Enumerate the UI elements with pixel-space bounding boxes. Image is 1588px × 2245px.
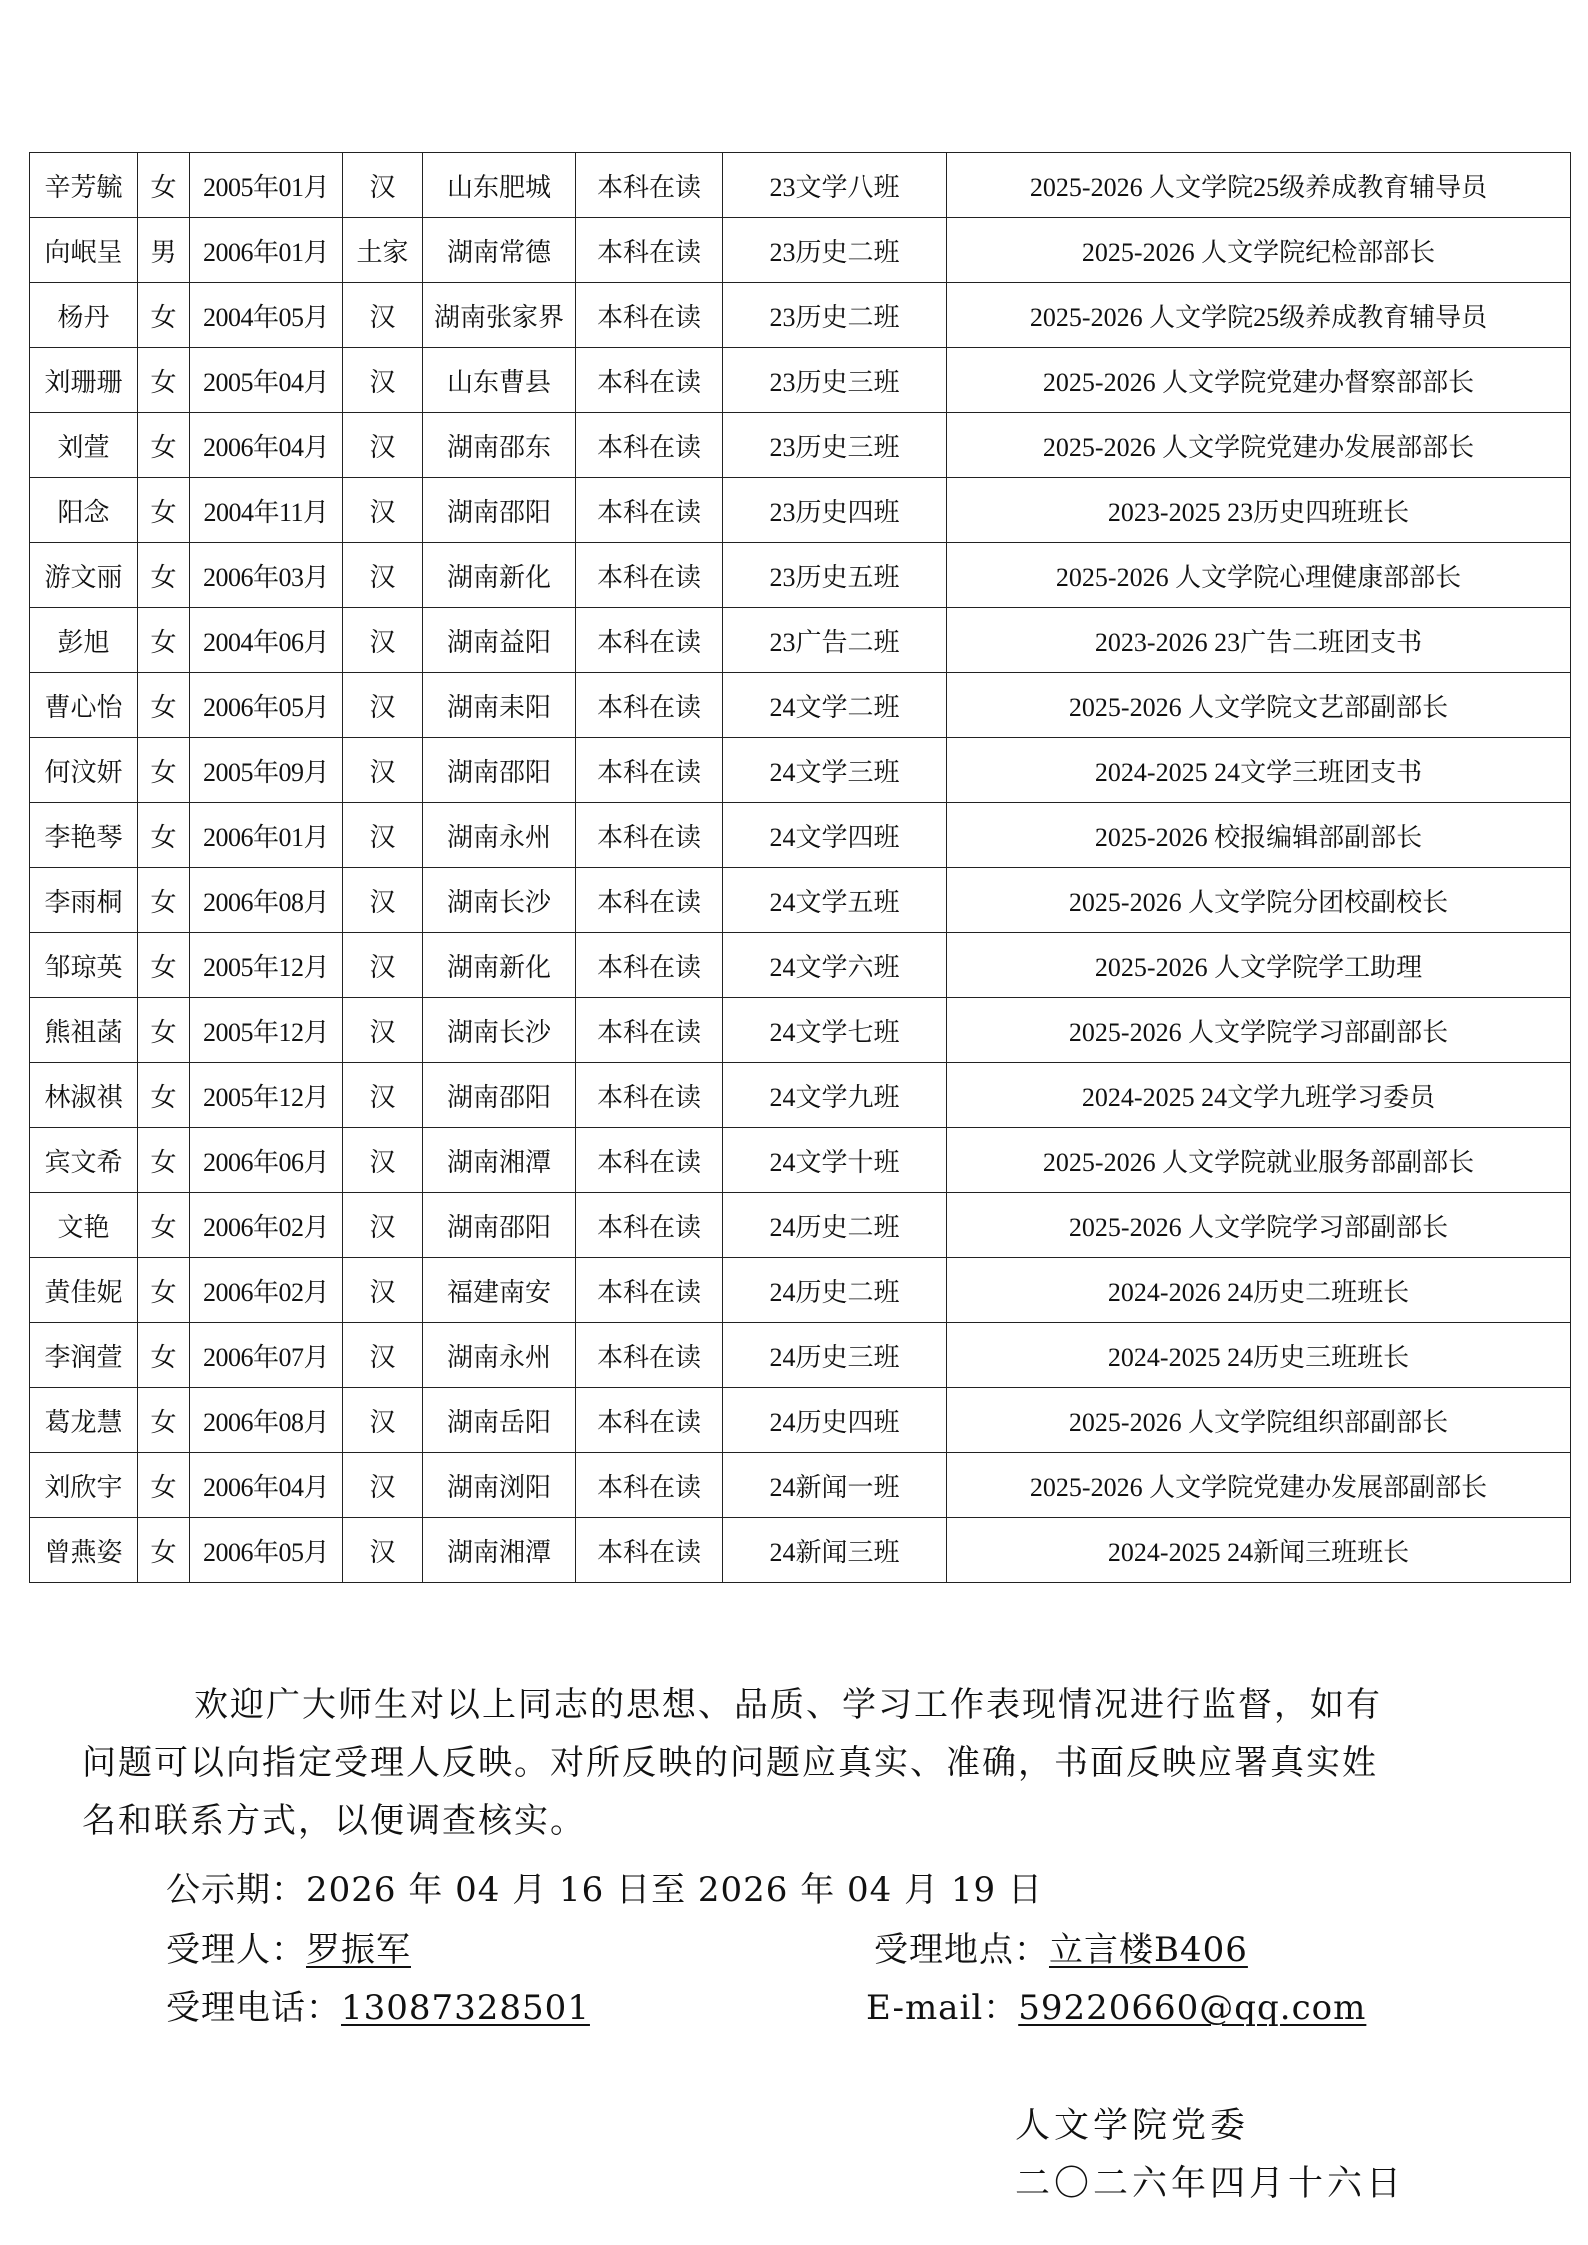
education-cell: 本科在读 — [576, 673, 723, 738]
gender-cell: 女 — [138, 933, 190, 998]
ethnicity-cell: 汉 — [343, 413, 423, 478]
ethnicity-cell: 汉 — [343, 283, 423, 348]
table-row — [30, 1453, 1571, 1518]
birth-date-cell: 2006年03月 — [190, 543, 343, 608]
contact-person — [166, 1922, 411, 1971]
origin-cell: 湖南新化 — [423, 543, 576, 608]
birth-date-cell: 2006年01月 — [190, 218, 343, 283]
birth-date-cell: 2004年11月 — [190, 478, 343, 543]
origin-cell: 湖南邵阳 — [423, 1063, 576, 1128]
name-cell: 曾燕姿 — [30, 1518, 138, 1583]
ethnicity-cell: 汉 — [343, 1388, 423, 1453]
class-cell: 23历史三班 — [723, 413, 947, 478]
class-cell: 23广告二班 — [723, 608, 947, 673]
gender-cell: 女 — [138, 998, 190, 1063]
phone-label: 受理电话： — [166, 1988, 341, 2028]
class-cell: 23历史四班 — [723, 478, 947, 543]
education-cell: 本科在读 — [576, 283, 723, 348]
gender-cell: 女 — [138, 478, 190, 543]
class-cell: 24文学二班 — [723, 673, 947, 738]
name-cell: 熊祖菡 — [30, 998, 138, 1063]
name-cell: 曹心怡 — [30, 673, 138, 738]
signature-date: 二〇二六年四月十六日 — [1015, 2164, 1406, 2204]
education-cell: 本科在读 — [576, 1518, 723, 1583]
gender-cell: 女 — [138, 608, 190, 673]
name-cell: 刘珊珊 — [30, 348, 138, 413]
roster-table — [29, 152, 1571, 1583]
gender-cell: 男 — [138, 218, 190, 283]
ethnicity-cell: 汉 — [343, 803, 423, 868]
origin-cell: 湖南永州 — [423, 803, 576, 868]
name-cell: 黄佳妮 — [30, 1258, 138, 1323]
contact-person-label: 受理人： — [166, 1930, 306, 1970]
contact-email — [866, 1980, 1366, 2029]
gender-cell: 女 — [138, 803, 190, 868]
birth-date-cell: 2006年04月 — [190, 413, 343, 478]
name-cell: 阳念 — [30, 478, 138, 543]
birth-date-cell: 2006年08月 — [190, 1388, 343, 1453]
education-cell: 本科在读 — [576, 608, 723, 673]
table-row — [30, 218, 1571, 283]
education-cell: 本科在读 — [576, 738, 723, 803]
class-cell: 24文学五班 — [723, 868, 947, 933]
gender-cell: 女 — [138, 1323, 190, 1388]
paragraph-line-1: 欢迎广大师生对以上同志的思想、品质、学习工作表现情况进行监督，如有 — [194, 1685, 1382, 1725]
table-row — [30, 1193, 1571, 1258]
origin-cell: 湖南邵阳 — [423, 738, 576, 803]
role-cell: 2025-2026 人文学院学习部副部长 — [947, 1193, 1571, 1258]
origin-cell: 湖南永州 — [423, 1323, 576, 1388]
origin-cell: 湖南张家界 — [423, 283, 576, 348]
origin-cell: 湖南耒阳 — [423, 673, 576, 738]
education-cell: 本科在读 — [576, 413, 723, 478]
role-cell: 2024-2025 24历史三班班长 — [947, 1323, 1571, 1388]
signature-org: 人文学院党委 — [1015, 2106, 1250, 2146]
birth-date-cell: 2004年06月 — [190, 608, 343, 673]
ethnicity-cell: 汉 — [343, 608, 423, 673]
origin-cell: 湖南湘潭 — [423, 1518, 576, 1583]
class-cell: 23历史五班 — [723, 543, 947, 608]
name-cell: 邹琼英 — [30, 933, 138, 998]
role-cell: 2024-2025 24新闻三班班长 — [947, 1518, 1571, 1583]
table-row — [30, 998, 1571, 1063]
birth-date-cell: 2006年07月 — [190, 1323, 343, 1388]
gender-cell: 女 — [138, 348, 190, 413]
paragraph-line-3: 名和联系方式，以便调查核实。 — [82, 1801, 586, 1841]
education-cell: 本科在读 — [576, 478, 723, 543]
gender-cell: 女 — [138, 1518, 190, 1583]
gender-cell: 女 — [138, 673, 190, 738]
name-cell: 辛芳毓 — [30, 153, 138, 218]
education-cell: 本科在读 — [576, 348, 723, 413]
origin-cell: 湖南湘潭 — [423, 1128, 576, 1193]
ethnicity-cell: 汉 — [343, 1063, 423, 1128]
role-cell: 2025-2026 人文学院心理健康部部长 — [947, 543, 1571, 608]
location-value: 立言楼B406 — [1049, 1930, 1248, 1970]
name-cell: 林淑祺 — [30, 1063, 138, 1128]
ethnicity-cell: 汉 — [343, 868, 423, 933]
origin-cell: 湖南新化 — [423, 933, 576, 998]
name-cell: 刘萱 — [30, 413, 138, 478]
ethnicity-cell: 汉 — [343, 1453, 423, 1518]
role-cell: 2025-2026 人文学院学习部副部长 — [947, 998, 1571, 1063]
education-cell: 本科在读 — [576, 543, 723, 608]
phone-value: 13087328501 — [341, 1988, 590, 2028]
period-label: 公示期： — [166, 1870, 306, 1910]
birth-date-cell: 2005年12月 — [190, 998, 343, 1063]
ethnicity-cell: 汉 — [343, 153, 423, 218]
class-cell: 24文学十班 — [723, 1128, 947, 1193]
gender-cell: 女 — [138, 1453, 190, 1518]
class-cell: 24新闻三班 — [723, 1518, 947, 1583]
role-cell: 2025-2026 人文学院25级养成教育辅导员 — [947, 283, 1571, 348]
name-cell: 宾文希 — [30, 1128, 138, 1193]
class-cell: 24文学四班 — [723, 803, 947, 868]
email-label: E-mail： — [866, 1988, 1019, 2028]
table-row — [30, 153, 1571, 218]
origin-cell: 湖南益阳 — [423, 608, 576, 673]
name-cell: 葛龙慧 — [30, 1388, 138, 1453]
role-cell: 2025-2026 人文学院25级养成教育辅导员 — [947, 153, 1571, 218]
role-cell: 2025-2026 人文学院党建办发展部部长 — [947, 413, 1571, 478]
publicity-period — [166, 1862, 1043, 1911]
gender-cell: 女 — [138, 868, 190, 933]
name-cell: 刘欣宇 — [30, 1453, 138, 1518]
birth-date-cell: 2006年05月 — [190, 673, 343, 738]
birth-date-cell: 2005年01月 — [190, 153, 343, 218]
class-cell: 23文学八班 — [723, 153, 947, 218]
class-cell: 23历史三班 — [723, 348, 947, 413]
origin-cell: 湖南浏阳 — [423, 1453, 576, 1518]
role-cell: 2023-2025 23历史四班班长 — [947, 478, 1571, 543]
birth-date-cell: 2005年12月 — [190, 933, 343, 998]
education-cell: 本科在读 — [576, 1063, 723, 1128]
table-row — [30, 348, 1571, 413]
contact-location — [874, 1922, 1248, 1971]
table-row — [30, 738, 1571, 803]
role-cell: 2024-2026 24历史二班班长 — [947, 1258, 1571, 1323]
gender-cell: 女 — [138, 1193, 190, 1258]
gender-cell: 女 — [138, 1258, 190, 1323]
supervision-paragraph — [82, 1676, 1512, 1850]
origin-cell: 湖南邵阳 — [423, 478, 576, 543]
class-cell: 24文学六班 — [723, 933, 947, 998]
table-row — [30, 803, 1571, 868]
period-value: 2026 年 04 月 16 日至 2026 年 04 月 19 日 — [306, 1870, 1043, 1910]
ethnicity-cell: 汉 — [343, 738, 423, 803]
role-cell: 2025-2026 校报编辑部副部长 — [947, 803, 1571, 868]
birth-date-cell: 2006年06月 — [190, 1128, 343, 1193]
role-cell: 2025-2026 人文学院党建办发展部副部长 — [947, 1453, 1571, 1518]
role-cell: 2025-2026 人文学院学工助理 — [947, 933, 1571, 998]
class-cell: 24文学三班 — [723, 738, 947, 803]
role-cell: 2023-2026 23广告二班团支书 — [947, 608, 1571, 673]
class-cell: 23历史二班 — [723, 218, 947, 283]
education-cell: 本科在读 — [576, 1128, 723, 1193]
table-row — [30, 1388, 1571, 1453]
education-cell: 本科在读 — [576, 1323, 723, 1388]
class-cell: 24历史二班 — [723, 1193, 947, 1258]
role-cell: 2024-2025 24文学九班学习委员 — [947, 1063, 1571, 1128]
birth-date-cell: 2006年05月 — [190, 1518, 343, 1583]
name-cell: 彭旭 — [30, 608, 138, 673]
origin-cell: 湖南岳阳 — [423, 1388, 576, 1453]
table-row — [30, 1128, 1571, 1193]
gender-cell: 女 — [138, 1388, 190, 1453]
birth-date-cell: 2006年08月 — [190, 868, 343, 933]
education-cell: 本科在读 — [576, 933, 723, 998]
table-row — [30, 1063, 1571, 1128]
location-label: 受理地点： — [874, 1930, 1049, 1970]
class-cell: 24历史四班 — [723, 1388, 947, 1453]
role-cell: 2025-2026 人文学院文艺部副部长 — [947, 673, 1571, 738]
birth-date-cell: 2005年04月 — [190, 348, 343, 413]
birth-date-cell: 2005年09月 — [190, 738, 343, 803]
role-cell: 2025-2026 人文学院组织部副部长 — [947, 1388, 1571, 1453]
contact-phone — [166, 1980, 590, 2029]
birth-date-cell: 2006年01月 — [190, 803, 343, 868]
role-cell: 2025-2026 人文学院就业服务部副部长 — [947, 1128, 1571, 1193]
ethnicity-cell: 汉 — [343, 1323, 423, 1388]
education-cell: 本科在读 — [576, 1193, 723, 1258]
education-cell: 本科在读 — [576, 868, 723, 933]
ethnicity-cell: 汉 — [343, 933, 423, 998]
name-cell: 李润萱 — [30, 1323, 138, 1388]
table-row — [30, 478, 1571, 543]
table-row — [30, 283, 1571, 348]
ethnicity-cell: 汉 — [343, 1518, 423, 1583]
class-cell: 24新闻一班 — [723, 1453, 947, 1518]
table-row — [30, 1323, 1571, 1388]
birth-date-cell: 2005年12月 — [190, 1063, 343, 1128]
table-row — [30, 673, 1571, 738]
ethnicity-cell: 汉 — [343, 543, 423, 608]
gender-cell: 女 — [138, 1063, 190, 1128]
gender-cell: 女 — [138, 543, 190, 608]
education-cell: 本科在读 — [576, 1453, 723, 1518]
ethnicity-cell: 汉 — [343, 1128, 423, 1193]
role-cell: 2025-2026 人文学院纪检部部长 — [947, 218, 1571, 283]
role-cell: 2024-2025 24文学三班团支书 — [947, 738, 1571, 803]
origin-cell: 福建南安 — [423, 1258, 576, 1323]
origin-cell: 山东肥城 — [423, 153, 576, 218]
name-cell: 李雨桐 — [30, 868, 138, 933]
class-cell: 24历史三班 — [723, 1323, 947, 1388]
birth-date-cell: 2004年05月 — [190, 283, 343, 348]
contact-person-name: 罗振军 — [306, 1930, 411, 1970]
table-row — [30, 933, 1571, 998]
birth-date-cell: 2006年02月 — [190, 1258, 343, 1323]
class-cell: 24历史二班 — [723, 1258, 947, 1323]
table-row — [30, 1518, 1571, 1583]
ethnicity-cell: 汉 — [343, 348, 423, 413]
ethnicity-cell: 汉 — [343, 1193, 423, 1258]
gender-cell: 女 — [138, 1128, 190, 1193]
name-cell: 游文丽 — [30, 543, 138, 608]
class-cell: 24文学七班 — [723, 998, 947, 1063]
origin-cell: 湖南常德 — [423, 218, 576, 283]
education-cell: 本科在读 — [576, 218, 723, 283]
education-cell: 本科在读 — [576, 153, 723, 218]
origin-cell: 湖南长沙 — [423, 998, 576, 1063]
gender-cell: 女 — [138, 283, 190, 348]
table-row — [30, 1258, 1571, 1323]
table-row — [30, 868, 1571, 933]
email-link[interactable]: 59220660@qq.com — [1018, 1988, 1367, 2028]
origin-cell: 湖南长沙 — [423, 868, 576, 933]
table-row — [30, 608, 1571, 673]
education-cell: 本科在读 — [576, 998, 723, 1063]
name-cell: 李艳琴 — [30, 803, 138, 868]
ethnicity-cell: 汉 — [343, 1258, 423, 1323]
role-cell: 2025-2026 人文学院分团校副校长 — [947, 868, 1571, 933]
name-cell: 杨丹 — [30, 283, 138, 348]
table-row — [30, 543, 1571, 608]
origin-cell: 湖南邵阳 — [423, 1193, 576, 1258]
class-cell: 23历史二班 — [723, 283, 947, 348]
birth-date-cell: 2006年02月 — [190, 1193, 343, 1258]
education-cell: 本科在读 — [576, 1388, 723, 1453]
ethnicity-cell: 汉 — [343, 478, 423, 543]
gender-cell: 女 — [138, 738, 190, 803]
roster-body — [30, 153, 1571, 1583]
birth-date-cell: 2006年04月 — [190, 1453, 343, 1518]
ethnicity-cell: 汉 — [343, 998, 423, 1063]
gender-cell: 女 — [138, 413, 190, 478]
role-cell: 2025-2026 人文学院党建办督察部部长 — [947, 348, 1571, 413]
name-cell: 文艳 — [30, 1193, 138, 1258]
ethnicity-cell: 汉 — [343, 673, 423, 738]
paragraph-line-2: 问题可以向指定受理人反映。对所反映的问题应真实、准确，书面反映应署真实姓 — [82, 1743, 1378, 1783]
class-cell: 24文学九班 — [723, 1063, 947, 1128]
name-cell: 何汶妍 — [30, 738, 138, 803]
name-cell: 向岷呈 — [30, 218, 138, 283]
gender-cell: 女 — [138, 153, 190, 218]
education-cell: 本科在读 — [576, 803, 723, 868]
origin-cell: 山东曹县 — [423, 348, 576, 413]
ethnicity-cell: 土家 — [343, 218, 423, 283]
table-row — [30, 413, 1571, 478]
origin-cell: 湖南邵东 — [423, 413, 576, 478]
education-cell: 本科在读 — [576, 1258, 723, 1323]
